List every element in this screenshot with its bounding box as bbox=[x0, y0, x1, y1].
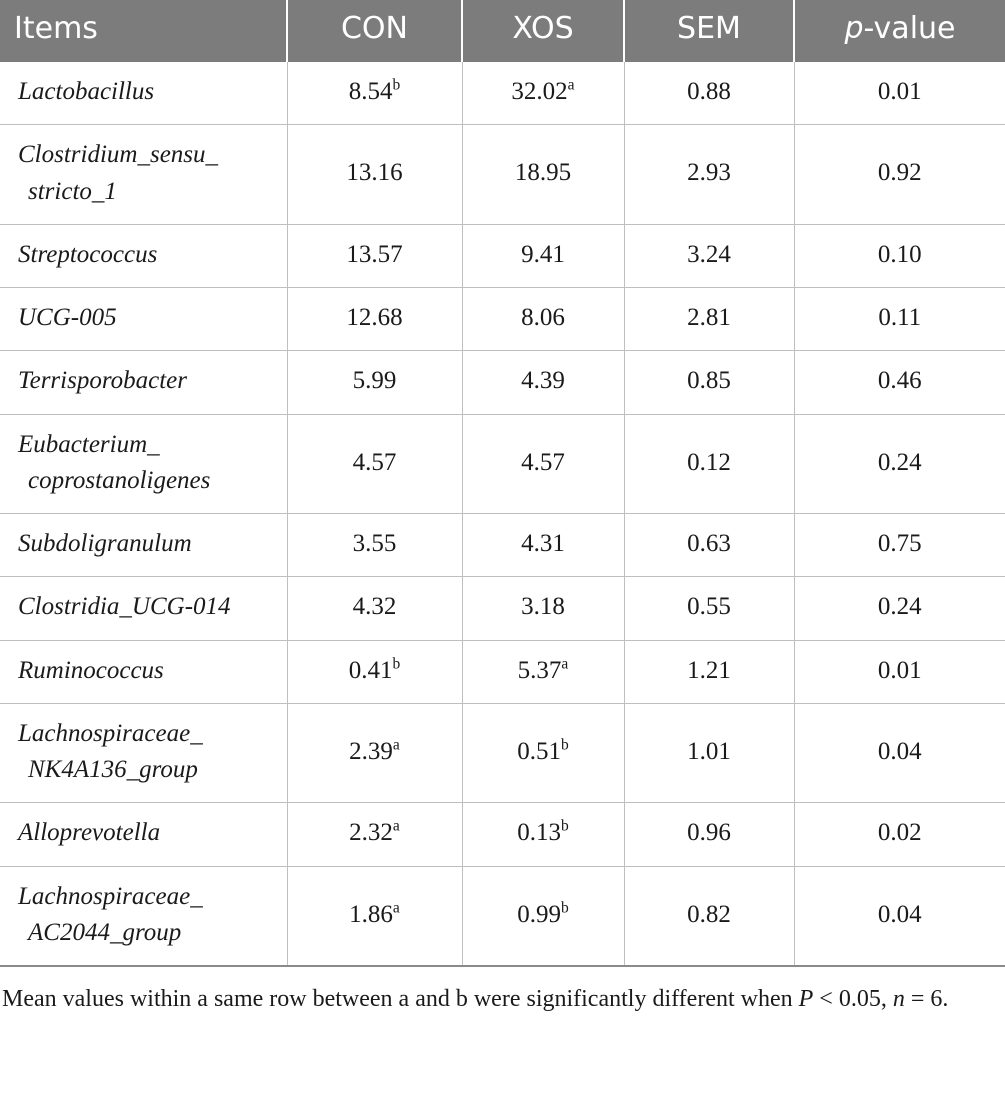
cell-sem: 2.81 bbox=[624, 288, 794, 351]
value-xos: 8.06 bbox=[521, 304, 565, 331]
cell-item bbox=[0, 351, 287, 414]
cell-item bbox=[0, 866, 287, 966]
cell-xos bbox=[462, 351, 624, 414]
cell-xos bbox=[462, 414, 624, 514]
footnote-italic-n: n bbox=[892, 986, 905, 1012]
cell-item bbox=[0, 703, 287, 803]
value-con: 0.41 bbox=[348, 656, 393, 684]
column-header-con: CON bbox=[287, 0, 462, 62]
cell-pvalue: 0.04 bbox=[794, 703, 1005, 803]
value-con: 5.99 bbox=[352, 367, 397, 395]
cell-sem: 1.01 bbox=[624, 703, 794, 803]
item-line: Terrisporobacter bbox=[18, 367, 188, 395]
cell-pvalue: 0.04 bbox=[794, 866, 1005, 966]
superscript-xos: b bbox=[561, 817, 569, 835]
cell-con bbox=[287, 866, 462, 966]
cell-item bbox=[0, 125, 287, 225]
value-con: 8.54 bbox=[348, 78, 393, 105]
cell-sem: 0.85 bbox=[624, 351, 794, 414]
cell-sem: 1.21 bbox=[624, 640, 794, 703]
cell-item bbox=[0, 640, 287, 703]
item-line: Clostridium_sensu_ bbox=[18, 141, 219, 169]
column-header-pvalue bbox=[794, 0, 1005, 62]
footnote-text-2: < 0.05, bbox=[813, 986, 893, 1012]
cell-pvalue: 0.02 bbox=[794, 803, 1005, 866]
table-row bbox=[0, 351, 1005, 414]
cell-con bbox=[287, 62, 462, 125]
value-con: 2.32 bbox=[349, 819, 393, 847]
cell-con bbox=[287, 288, 462, 351]
cell-sem: 0.63 bbox=[624, 514, 794, 577]
cell-pvalue: 0.24 bbox=[794, 414, 1005, 514]
cell-pvalue: 0.01 bbox=[794, 62, 1005, 125]
value-con: 1.86 bbox=[349, 900, 393, 928]
table-row bbox=[0, 288, 1005, 351]
item-line: Lachnospiraceae_ bbox=[18, 882, 203, 910]
cell-xos bbox=[462, 224, 624, 287]
value-xos: 4.39 bbox=[521, 367, 565, 395]
cell-xos bbox=[462, 514, 624, 577]
value-xos: 18.95 bbox=[514, 159, 572, 187]
table-row bbox=[0, 577, 1005, 640]
cell-sem: 0.82 bbox=[624, 866, 794, 966]
column-header-pvalue-italic: p bbox=[844, 11, 864, 46]
cell-pvalue: 0.46 bbox=[794, 351, 1005, 414]
value-xos: 5.37 bbox=[517, 656, 562, 684]
cell-xos bbox=[462, 703, 624, 803]
cell-xos bbox=[462, 288, 624, 351]
cell-item bbox=[0, 288, 287, 351]
cell-con bbox=[287, 514, 462, 577]
cell-sem: 0.12 bbox=[624, 414, 794, 514]
cell-pvalue: 0.01 bbox=[794, 640, 1005, 703]
cell-xos bbox=[462, 62, 624, 125]
value-xos: 32.02 bbox=[511, 78, 568, 105]
item-line: Lachnospiraceae_ bbox=[18, 719, 203, 747]
table-header-row bbox=[0, 0, 1005, 62]
table-row bbox=[0, 703, 1005, 803]
item-line: Clostridia_UCG-014 bbox=[18, 593, 231, 621]
table-row bbox=[0, 224, 1005, 287]
cell-sem: 0.88 bbox=[624, 62, 794, 125]
value-con: 13.57 bbox=[346, 240, 403, 268]
item-line: Subdoligranulum bbox=[18, 530, 192, 557]
cell-con bbox=[287, 125, 462, 225]
column-header-items: Items bbox=[0, 0, 287, 62]
column-header-pvalue-rest: -value bbox=[863, 11, 956, 46]
cell-pvalue: 0.75 bbox=[794, 514, 1005, 577]
table-row bbox=[0, 414, 1005, 514]
cell-con bbox=[287, 703, 462, 803]
cell-sem: 2.93 bbox=[624, 125, 794, 225]
superscript-con: b bbox=[392, 76, 401, 94]
table-row bbox=[0, 640, 1005, 703]
value-con: 12.68 bbox=[346, 304, 403, 331]
cell-sem: 0.55 bbox=[624, 577, 794, 640]
item-line: Lactobacillus bbox=[18, 78, 155, 105]
column-header-sem: SEM bbox=[624, 0, 794, 62]
superscript-con: b bbox=[392, 655, 401, 673]
value-xos: 0.99 bbox=[517, 900, 561, 928]
value-xos: 0.51 bbox=[517, 737, 561, 765]
superscript-con: a bbox=[392, 736, 400, 754]
item-line: AC2044_group bbox=[28, 918, 182, 946]
cell-xos bbox=[462, 803, 624, 866]
value-con: 4.32 bbox=[352, 593, 397, 621]
cell-pvalue: 0.24 bbox=[794, 577, 1005, 640]
cell-pvalue: 0.10 bbox=[794, 224, 1005, 287]
superscript-xos: b bbox=[561, 736, 569, 754]
table-row bbox=[0, 62, 1005, 125]
footnote-text-3: = 6. bbox=[904, 986, 949, 1012]
cell-item bbox=[0, 224, 287, 287]
superscript-con: a bbox=[392, 899, 400, 917]
item-line: coprostanoligenes bbox=[28, 466, 211, 494]
table-header bbox=[0, 0, 1005, 62]
table-body bbox=[0, 62, 1005, 966]
item-line: stricto_1 bbox=[28, 177, 117, 205]
cell-pvalue: 0.11 bbox=[794, 288, 1005, 351]
item-line: NK4A136_group bbox=[28, 756, 198, 783]
item-line: Ruminococcus bbox=[18, 656, 164, 684]
value-con: 13.16 bbox=[346, 159, 403, 187]
item-line: Alloprevotella bbox=[18, 819, 161, 847]
superscript-xos: a bbox=[561, 655, 569, 673]
cell-sem: 3.24 bbox=[624, 224, 794, 287]
value-con: 3.55 bbox=[352, 530, 397, 557]
cell-item bbox=[0, 414, 287, 514]
cell-xos bbox=[462, 125, 624, 225]
cell-con bbox=[287, 577, 462, 640]
cell-con bbox=[287, 351, 462, 414]
superscript-xos: a bbox=[567, 76, 575, 94]
cell-xos bbox=[462, 640, 624, 703]
cell-con bbox=[287, 414, 462, 514]
cell-con bbox=[287, 803, 462, 866]
item-line: Eubacterium_ bbox=[18, 430, 160, 458]
value-con: 4.57 bbox=[352, 448, 397, 476]
cell-item bbox=[0, 577, 287, 640]
cell-item bbox=[0, 803, 287, 866]
table-row bbox=[0, 803, 1005, 866]
column-header-xos: XOS bbox=[462, 0, 624, 62]
value-con: 2.39 bbox=[349, 737, 393, 765]
superscript-xos: b bbox=[561, 899, 569, 917]
value-xos: 3.18 bbox=[521, 593, 565, 621]
cell-item bbox=[0, 62, 287, 125]
superscript-con: a bbox=[392, 817, 400, 835]
item-line: Streptococcus bbox=[18, 240, 158, 268]
footnote-text-1: Mean values within a same row between a and b were significantly different when bbox=[2, 986, 799, 1012]
table-footnote bbox=[0, 967, 1005, 1017]
item-line: UCG-005 bbox=[18, 304, 117, 331]
value-xos: 4.57 bbox=[521, 448, 565, 476]
cell-con bbox=[287, 224, 462, 287]
cell-item bbox=[0, 514, 287, 577]
table-row bbox=[0, 514, 1005, 577]
value-xos: 4.31 bbox=[521, 530, 565, 557]
value-xos: 9.41 bbox=[521, 240, 565, 268]
cell-con bbox=[287, 640, 462, 703]
cell-sem: 0.96 bbox=[624, 803, 794, 866]
footnote-italic-p: P bbox=[798, 986, 814, 1012]
cell-xos bbox=[462, 577, 624, 640]
cell-xos bbox=[462, 866, 624, 966]
table-row bbox=[0, 866, 1005, 966]
cell-pvalue: 0.92 bbox=[794, 125, 1005, 225]
value-xos: 0.13 bbox=[517, 819, 561, 847]
table-row bbox=[0, 125, 1005, 225]
